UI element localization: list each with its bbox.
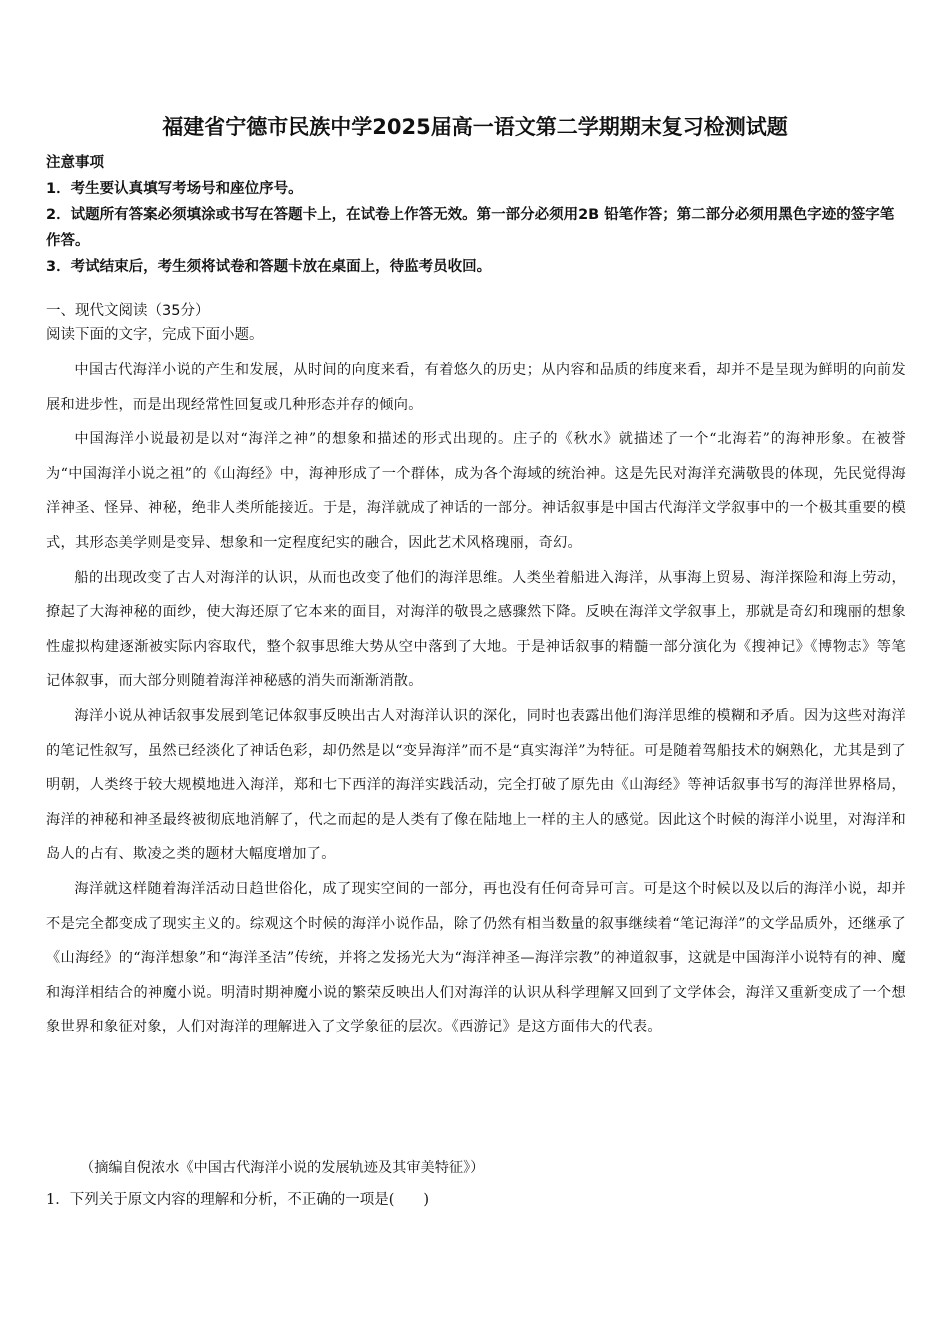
notice-heading: 注意事项 bbox=[46, 155, 104, 171]
passage-source: （摘编自倪浓水《中国古代海洋小说的发展轨迹及其审美特征》） bbox=[80, 1160, 485, 1176]
document-title: 福建省宁德市民族中学2025届高一语文第二学期期末复习检测试题 bbox=[162, 115, 788, 139]
section-heading: 一、现代文阅读（35分） bbox=[46, 303, 210, 319]
passage-paragraph: 海洋就这样随着海洋活动日趋世俗化，成了现实空间的一部分，再也没有任何奇异可言。可是这个时候以及以后的海洋小说，却并不是完全都变成了现实主义的。综观这个时候的海洋小说作品，除了仍然有相当数量的叙事继续着“笔记海洋”的文学品质外，还继承了《山海经》的“海洋想象”和“海洋圣洁”传统，并将之发扬光大为“海洋神圣—海洋宗教”的神道叙事，这就是中国海洋小说特有的神、魔和海洋相结合的神魔小说。明清时期神魔小说的繁荣反映出人们对海洋的认识从科学理解又回到了文学体会，海洋又重新变成了一个想象世界和象征对象，人们对海洋的理解进入了文学象征的层次。《西游记》是这方面伟大的代表。 bbox=[46, 880, 906, 1036]
reading-instruction: 阅读下面的文字，完成下面小题。 bbox=[46, 327, 264, 343]
question-1: 1．下列关于原文内容的理解和分析，不正确的一项是( ) bbox=[46, 1192, 430, 1208]
notice-block bbox=[46, 150, 906, 280]
passage-paragraph: 中国古代海洋小说的产生和发展，从时间的向度来看，有着悠久的历史；从内容和品质的纬度来看，却并不是呈现为鲜明的向前发展和进步性，而是出现经常性回复或几种形态并存的倾向。 bbox=[46, 362, 906, 413]
notice-item: 3．考试结束后，考生须将试卷和答题卡放在桌面上，待监考员收回。 bbox=[46, 259, 492, 275]
notice-item: 2．试题所有答案必须填涂或书写在答题卡上，在试卷上作答无效。第一部分必须用2B 铅笔作答；第二部分必须用黑色字迹的签字笔作答。 bbox=[46, 207, 895, 249]
passage-paragraph: 中国海洋小说最初是以对“海洋之神”的想象和描述的形式出现的。庄子的《秋水》就描述了一个“北海若”的海神形象。在被誉为“中国海洋小说之祖”的《山海经》中，海神形成了一个群体，成为各个海域的统治神。这是先民对海洋充满敬畏的体现，先民觉得海洋神圣、怪异、神秘，绝非人类所能接近。于是，海洋就成了神话的一部分。神话叙事是中国古代海洋文学叙事中的一个极其重要的模式，其形态美学则是变异、想象和一定程度纪实的融合，因此艺术风格瑰丽，奇幻。 bbox=[46, 431, 906, 551]
passage-paragraph: 船的出现改变了古人对海洋的认识，从而也改变了他们的海洋思维。人类坐着船进入海洋，从事海上贸易、海洋探险和海上劳动，撩起了大海神秘的面纱，使大海还原了它本来的面目，对海洋的敬畏之感骤然下降。反映在海洋文学叙事上，那就是奇幻和瑰丽的想象性虚拟构建逐渐被实际内容取代，整个叙事思维大势从空中落到了大地。于是神话叙事的精髓一部分演化为《搜神记》《博物志》等笔记体叙事，而大部分则随着海洋神秘感的消失而渐渐消散。 bbox=[46, 569, 906, 690]
notice-item: 1．考生要认真填写考场号和座位序号。 bbox=[46, 181, 303, 197]
passage-paragraph: 海洋小说从神话叙事发展到笔记体叙事反映出古人对海洋认识的深化，同时也表露出他们海洋思维的模糊和矛盾。因为这些对海洋的笔记性叙写，虽然已经淡化了神话色彩，却仍然是以“变异海洋”而不是“真实海洋”为特征。可是随着驾船技术的娴熟化，尤其是到了明朝，人类终于较大规模地进入海洋，郑和七下西洋的海洋实践活动，完全打破了原先由《山海经》等神话叙事书写的海洋世界格局，海洋的神秘和神圣最终被彻底地消解了，代之而起的是人类有了像在陆地上一样的主人的感觉。因此这个时候的海洋小说里，对海洋和岛人的占有、欺凌之类的题材大幅度增加了。 bbox=[46, 707, 906, 863]
reading-passage bbox=[46, 353, 906, 1045]
